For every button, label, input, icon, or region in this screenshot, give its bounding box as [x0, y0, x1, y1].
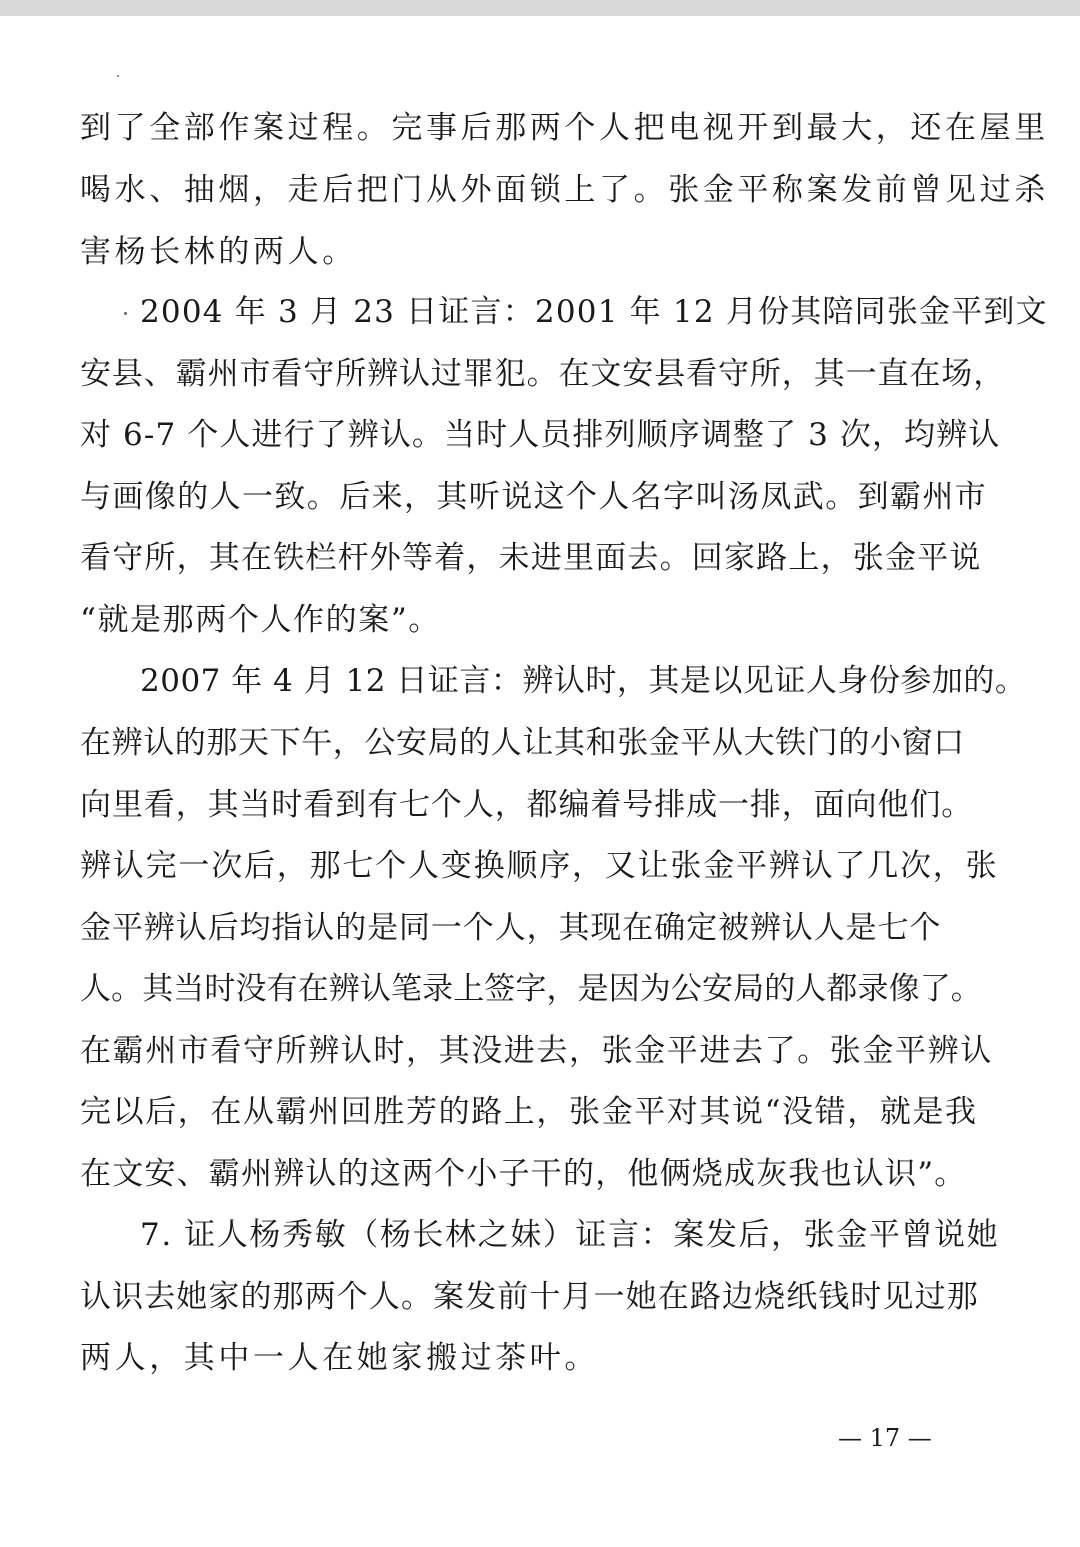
- text-line-5: 安县、霸州市看守所辨认过罪犯。在文安县看守所，其一直在场，: [80, 356, 1006, 392]
- top-border-bar: [0, 0, 1080, 16]
- scan-speck: [124, 312, 127, 315]
- paragraph-2007-testimony-start: 2007 年 4 月 12 日证言：辨认时，其是以见证人身份参加的。: [140, 663, 1027, 699]
- text-line-11: 在辨认的那天下午，公安局的人让其和张金平从大铁门的小窗口: [80, 725, 965, 761]
- text-line-12: 向里看，其当时看到有七个人，都编着号排成一排，面向他们。: [80, 787, 974, 823]
- text-line-21: 两人，其中一人在她家搬过茶叶。: [80, 1340, 599, 1376]
- text-line-14: 金平辨认后均指认的是同一个人，其现在确定被辨认人是七个: [80, 910, 942, 946]
- paragraph-2004-testimony-start: 2004 年 3 月 23 日证言：2001 年 12 月份其陪同张金平到文: [140, 294, 1048, 330]
- text-line-16: 在霸州市看守所辨认时，其没进去，张金平进去了。张金平辨认: [80, 1033, 993, 1069]
- text-line-17: 完以后，在从霸州回胜芳的路上，张金平对其说“没错，就是我: [80, 1094, 978, 1130]
- text-line-1: 到了全部作案过程。完事后那两个人把电视开到最大，还在屋里: [80, 110, 1049, 146]
- text-line-2: 喝水、抽烟，走后把门从外面锁上了。张金平称案发前曾见过杀: [80, 172, 1049, 208]
- text-line-6: 对 6-7 个人进行了辨认。当时人员排列顺序调整了 3 次，均辨认: [80, 417, 1001, 453]
- text-line-18: 在文安、霸州辨认的这两个小子干的，他俩烧成灰我也认识”。: [80, 1156, 967, 1192]
- text-line-8: 看守所，其在铁栏杆外等着，未进里面去。回家路上，张金平说: [80, 540, 982, 576]
- paragraph-witness-7-start: 7. 证人杨秀敏（杨长林之妹）证言：案发后，张金平曾说她: [140, 1217, 1000, 1253]
- scan-speck: [117, 75, 119, 77]
- document-page: [0, 16, 1080, 1547]
- text-line-9: “就是那两个人作的案”。: [80, 602, 441, 638]
- page-number: — 17 —: [838, 1424, 932, 1452]
- text-line-15: 人。其当时没有在辨认笔录上签字，是因为公安局的人都录像了。: [80, 971, 982, 1007]
- text-line-7: 与画像的人一致。后来，其听说这个人名字叫汤凤武。到霸州市: [80, 479, 988, 515]
- text-line-3: 害杨长林的两人。: [80, 234, 357, 270]
- text-line-13: 辨认完一次后，那七个人变换顺序，又让张金平辨认了几次，张: [80, 848, 999, 884]
- text-line-20: 认识去她家的那两个人。案发前十月一她在路边烧纸钱时见过那: [80, 1279, 979, 1315]
